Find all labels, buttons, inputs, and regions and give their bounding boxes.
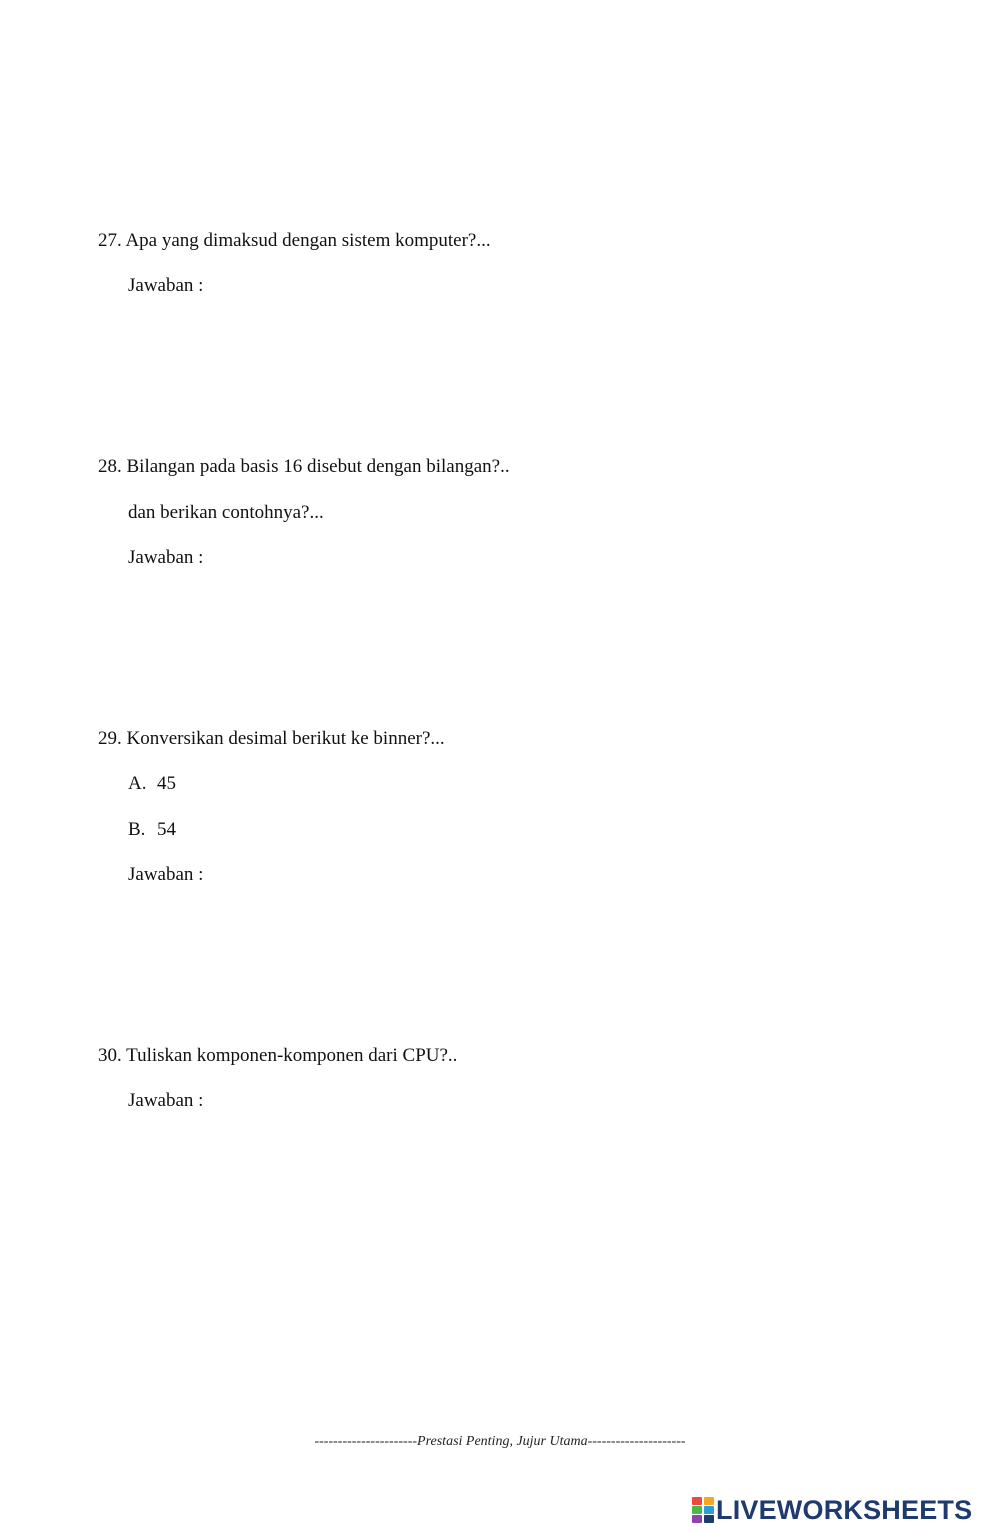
answer-label-30: Jawaban :	[128, 1090, 204, 1111]
liveworksheets-logo[interactable]	[692, 1494, 972, 1526]
footer-motto: ----------------------Prestasi Penting, Jujur Utama---------------------	[314, 1434, 686, 1449]
question-28-subtext: dan berikan contohnya?...	[128, 502, 324, 523]
answer-label-27: Jawaban :	[128, 275, 204, 296]
option-b	[128, 819, 176, 841]
question-30: 30. Tuliskan komponen-komponen dari CPU?..	[98, 1045, 458, 1066]
option-a-value: 45	[157, 773, 176, 794]
option-b-label: B.	[128, 819, 146, 840]
question-27: 27. Apa yang dimaksud dengan sistem komputer?...	[98, 230, 491, 251]
question-28: 28. Bilangan pada basis 16 disebut dengan bilangan?..	[98, 456, 510, 477]
option-a-label: A.	[128, 773, 147, 794]
question-29: 29. Konversikan desimal berikut ke binner?...	[98, 728, 445, 749]
option-b-value: 54	[157, 819, 176, 840]
answer-label-28: Jawaban :	[128, 547, 204, 568]
option-a	[128, 773, 176, 795]
liveworksheets-logo-icon	[692, 1497, 714, 1523]
answer-label-29: Jawaban :	[128, 864, 204, 885]
liveworksheets-logo-text: LIVEWORKSHEETS	[716, 1494, 973, 1525]
